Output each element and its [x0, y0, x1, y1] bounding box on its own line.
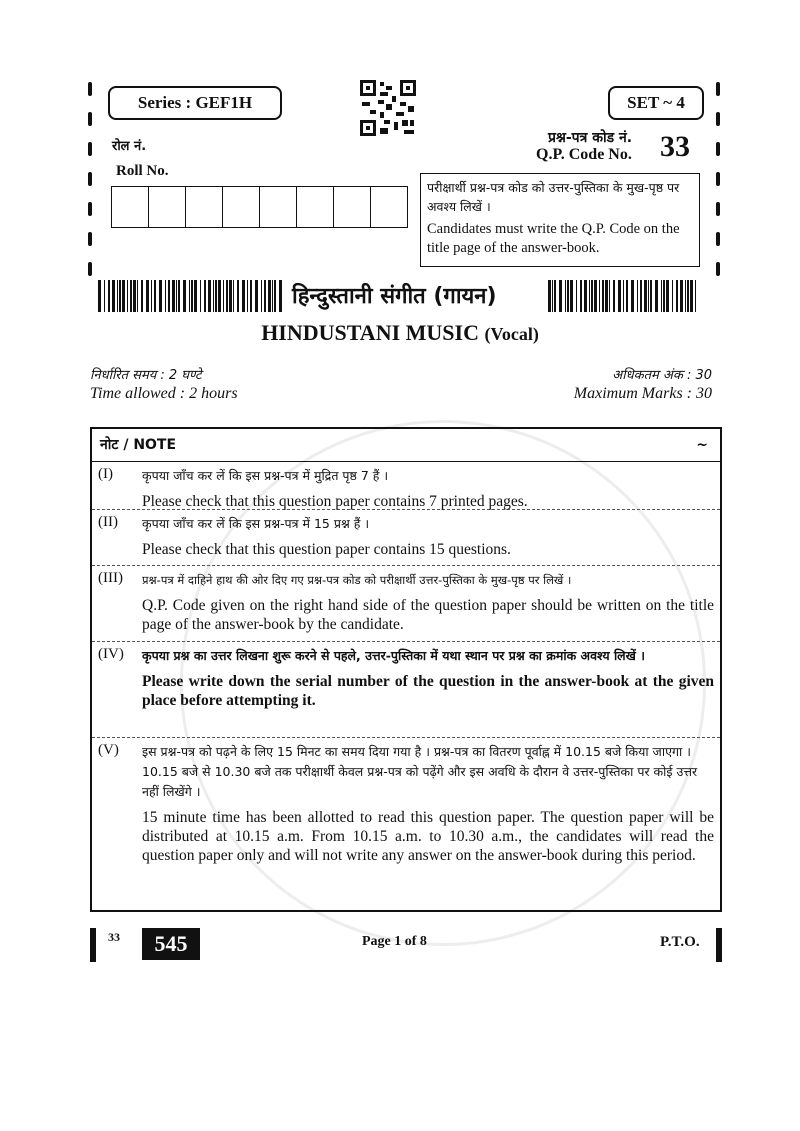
- note-item-english: Please write down the serial number of the question in the answer-book at the given place before attempting it.: [142, 673, 714, 709]
- note-item-hindi: कृपया जाँच कर लें कि इस प्रश्न-पत्र में 15 प्रश्न हैं ।: [142, 516, 370, 531]
- note-item-hindi: इस प्रश्न-पत्र को पढ़ने के लिए 15 मिनट का समय दिया गया है । प्रश्न-पत्र का वितरण पूर्वाह्न में 10.15 बजे किया जाएगा । 10.15 बजे से 10.30 बजे तक परीक्षार्थी केवल प्रश्न-पत्र को पढ़ेंगे और इस अवधि के दौरान वे उत्तर-पुस्तिका पर कोई उत्तर नहीं लिखेंगे ।: [142, 744, 698, 799]
- subject-title-main: HINDUSTANI MUSIC: [261, 320, 479, 345]
- roll-digit-box[interactable]: [371, 187, 407, 227]
- note-item-number: (II): [98, 514, 118, 530]
- qp-code-label-hindi: प्रश्न-पत्र कोड नं.: [548, 130, 633, 146]
- note-item: [92, 642, 720, 738]
- roll-number-boxes[interactable]: [111, 186, 408, 228]
- roll-digit-box[interactable]: [223, 187, 260, 227]
- note-item-number: (I): [98, 466, 113, 482]
- qp-code-number: 33: [660, 130, 690, 163]
- barcode-right-icon: [548, 280, 698, 312]
- roll-digit-box[interactable]: [186, 187, 223, 227]
- note-item-english: Please check that this question paper contains 15 questions.: [142, 541, 511, 558]
- roll-digit-box[interactable]: [334, 187, 371, 227]
- note-item: [92, 510, 720, 566]
- roll-digit-box[interactable]: [112, 187, 149, 227]
- footer-right-bar: [716, 928, 722, 962]
- note-item-hindi: प्रश्न-पत्र में दाहिने हाथ की ओर दिए गए प्रश्न-पत्र कोड को परीक्षार्थी उत्तर-पुस्तिका के मुख-पृष्ठ पर लिखें ।: [142, 573, 572, 587]
- paper-code-badge: 545: [142, 928, 200, 960]
- note-item-hindi: कृपया प्रश्न का उत्तर लिखना शुरू करने से पहले, उत्तर-पुस्तिका में यथा स्थान पर प्रश्न का क्रमांक अवश्य लिखें ।: [142, 648, 645, 663]
- note-item-english: Q.P. Code given on the right hand side of the question paper should be written on the title page of the answer-book by the candidate.: [142, 597, 714, 633]
- note-item-english: Please check that this question paper contains 7 printed pages.: [142, 493, 528, 510]
- note-tilde: ~: [696, 437, 708, 453]
- max-marks-hindi: अधिकतम अंक : 30: [612, 368, 712, 383]
- subject-title-english: [0, 320, 800, 346]
- qp-code-label-english: Q.P. Code No.: [536, 146, 632, 163]
- roll-label-english: Roll No.: [116, 163, 169, 179]
- subject-title-hindi: हिन्दुस्तानी संगीत (गायन): [292, 284, 497, 309]
- max-marks-english: Maximum Marks : 30: [573, 385, 712, 402]
- note-heading-text: नोट / NOTE: [100, 437, 177, 453]
- roll-label-hindi: रोल नं.: [112, 139, 147, 154]
- roll-digit-box[interactable]: [149, 187, 186, 227]
- footer-left-bar: [90, 928, 96, 962]
- series-badge: Series : GEF1H: [108, 86, 282, 120]
- note-item-hindi: कृपया जाँच कर लें कि इस प्रश्न-पत्र में मुद्रित पृष्ठ 7 हैं ।: [142, 468, 389, 483]
- note-box: [90, 427, 722, 912]
- note-item-number: (IV): [98, 646, 124, 662]
- footer-small-code: 33: [108, 930, 120, 944]
- candidate-instruction-hindi: परीक्षार्थी प्रश्न-पत्र कोड को उत्तर-पुस्तिका के मुख-पृष्ठ पर अवश्य लिखें ।: [427, 180, 680, 214]
- page-number: Page 1 of 8: [362, 934, 427, 949]
- roll-digit-box[interactable]: [260, 187, 297, 227]
- note-heading: [92, 429, 720, 462]
- note-item-number: (V): [98, 742, 119, 758]
- set-badge: SET ~ 4: [608, 86, 704, 120]
- left-margin-ticks: [88, 82, 94, 292]
- roll-digit-box[interactable]: [297, 187, 334, 227]
- candidate-instruction-english: Candidates must write the Q.P. Code on the title page of the answer-book.: [427, 221, 680, 256]
- note-item-number: (III): [98, 570, 123, 586]
- subject-title-sub: (Vocal): [484, 324, 539, 344]
- please-turn-over: P.T.O.: [660, 934, 700, 950]
- note-item: [92, 566, 720, 642]
- qr-code-icon: [360, 80, 416, 136]
- time-allowed-hindi: निर्धारित समय : 2 घण्टे: [90, 368, 202, 383]
- note-item: [92, 738, 720, 908]
- right-margin-ticks: [716, 82, 722, 292]
- barcode-left-icon: [98, 280, 284, 312]
- time-allowed-english: Time allowed : 2 hours: [90, 385, 238, 402]
- candidate-instruction-box: [420, 173, 700, 267]
- note-item: [92, 462, 720, 510]
- note-item-english: 15 minute time has been allotted to read this question paper. The question paper will be distributed at 10.15 a.m. From 10.15 a.m. to 10.30 a.m., the candidates will read the question paper only and will not write any answer on the answer-book during this period.: [142, 809, 714, 864]
